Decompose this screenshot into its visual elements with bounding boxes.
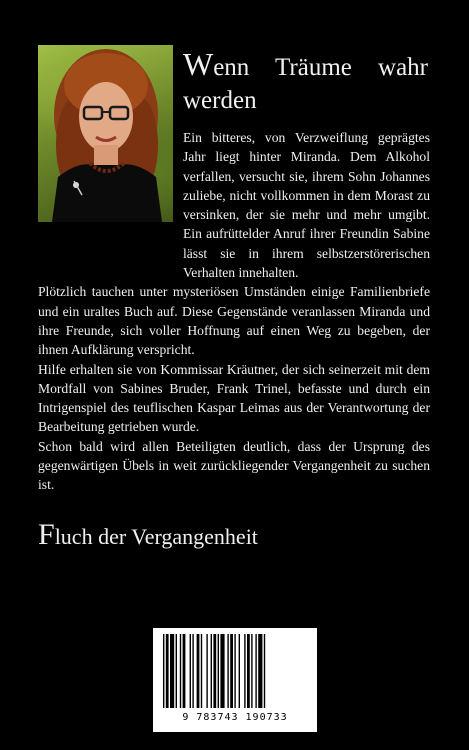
barcode-bar xyxy=(176,634,177,708)
series-subtitle xyxy=(38,520,430,552)
barcode-bar xyxy=(239,634,240,708)
barcode-bar xyxy=(190,634,191,708)
barcode-bar xyxy=(213,634,216,708)
barcode-bar xyxy=(230,634,233,708)
barcode-bar xyxy=(183,634,186,708)
barcode-bar xyxy=(180,634,181,708)
subtitle-initial: F xyxy=(38,518,55,551)
barcode-bars xyxy=(161,634,309,710)
barcode-bar xyxy=(227,634,228,708)
blurb-paragraph-1: Ein bitteres, von Verzweiflung geprägtes Jahr liegt hinter Miranda. Dem Alkohol verfallen, versucht sie, ihrem Sohn Johannes zuliebe, nicht vollkommen in dem Morast zu versinken, der sie mehr und mehr umgibt. Ein aufrüttelder Anruf ihrer Freundin Sabine lässt sie in ihrem selbstzerstörerischen Verhalten innehalten. xyxy=(183,130,430,281)
barcode-bar xyxy=(170,634,174,708)
barcode-bar xyxy=(192,634,193,708)
barcode-bar xyxy=(211,634,212,708)
blurb-paragraph-3: Hilfe erhalten sie von Kommissar Kräutner, der sich seinerzeit mit dem Mordfall von Sabines Bruder, Frank Trinel, befasste und durch ein Intrigenspiel des teuflischen Kaspar Leimas aus der Verantwortung der Bearbeitung getrieben wurde. xyxy=(38,361,430,435)
barcode-bar xyxy=(166,634,169,708)
isbn-barcode xyxy=(153,628,317,732)
barcode-bar xyxy=(251,634,252,708)
title-line2: werden xyxy=(183,87,257,114)
barcode-bar xyxy=(255,634,256,708)
title-initial: W xyxy=(183,46,214,82)
barcode-bar xyxy=(244,634,245,708)
barcode-bar xyxy=(163,634,164,708)
blurb-paragraph-4: Schon bald wird allen Beteiligten deutlich, dass der Ursprung des gegenwärtigen Übels in weit zurückliegender Vergangenheit zu suchen ist. xyxy=(38,438,430,493)
book-title xyxy=(183,48,428,117)
barcode-bar xyxy=(201,634,202,708)
barcode-bar xyxy=(206,634,207,708)
barcode-bar xyxy=(220,634,224,708)
barcode-bar xyxy=(264,634,265,708)
blurb-paragraph-2: Plötzlich tauchen unter mysteriösen Umständen einige Familienbriefe und ein uraltes Buch auf. Diese Gegenstände veranlassen Miranda und ihre Freunde, sich voller Hoffnung auf einen Weg zu begeben, der ihnen Aufklärung verspricht. xyxy=(38,284,430,358)
barcode-bar xyxy=(218,634,219,708)
barcode-bar xyxy=(234,634,235,708)
barcode-bar xyxy=(197,634,200,708)
barcode-bar xyxy=(258,634,262,708)
barcode-bar xyxy=(247,634,250,708)
blurb-text xyxy=(38,128,430,495)
subtitle-rest: luch der Vergangenheit xyxy=(54,524,258,549)
isbn-number: 9 783743 190733 xyxy=(182,712,288,723)
title-line1: enn Träume wahr xyxy=(213,54,428,81)
